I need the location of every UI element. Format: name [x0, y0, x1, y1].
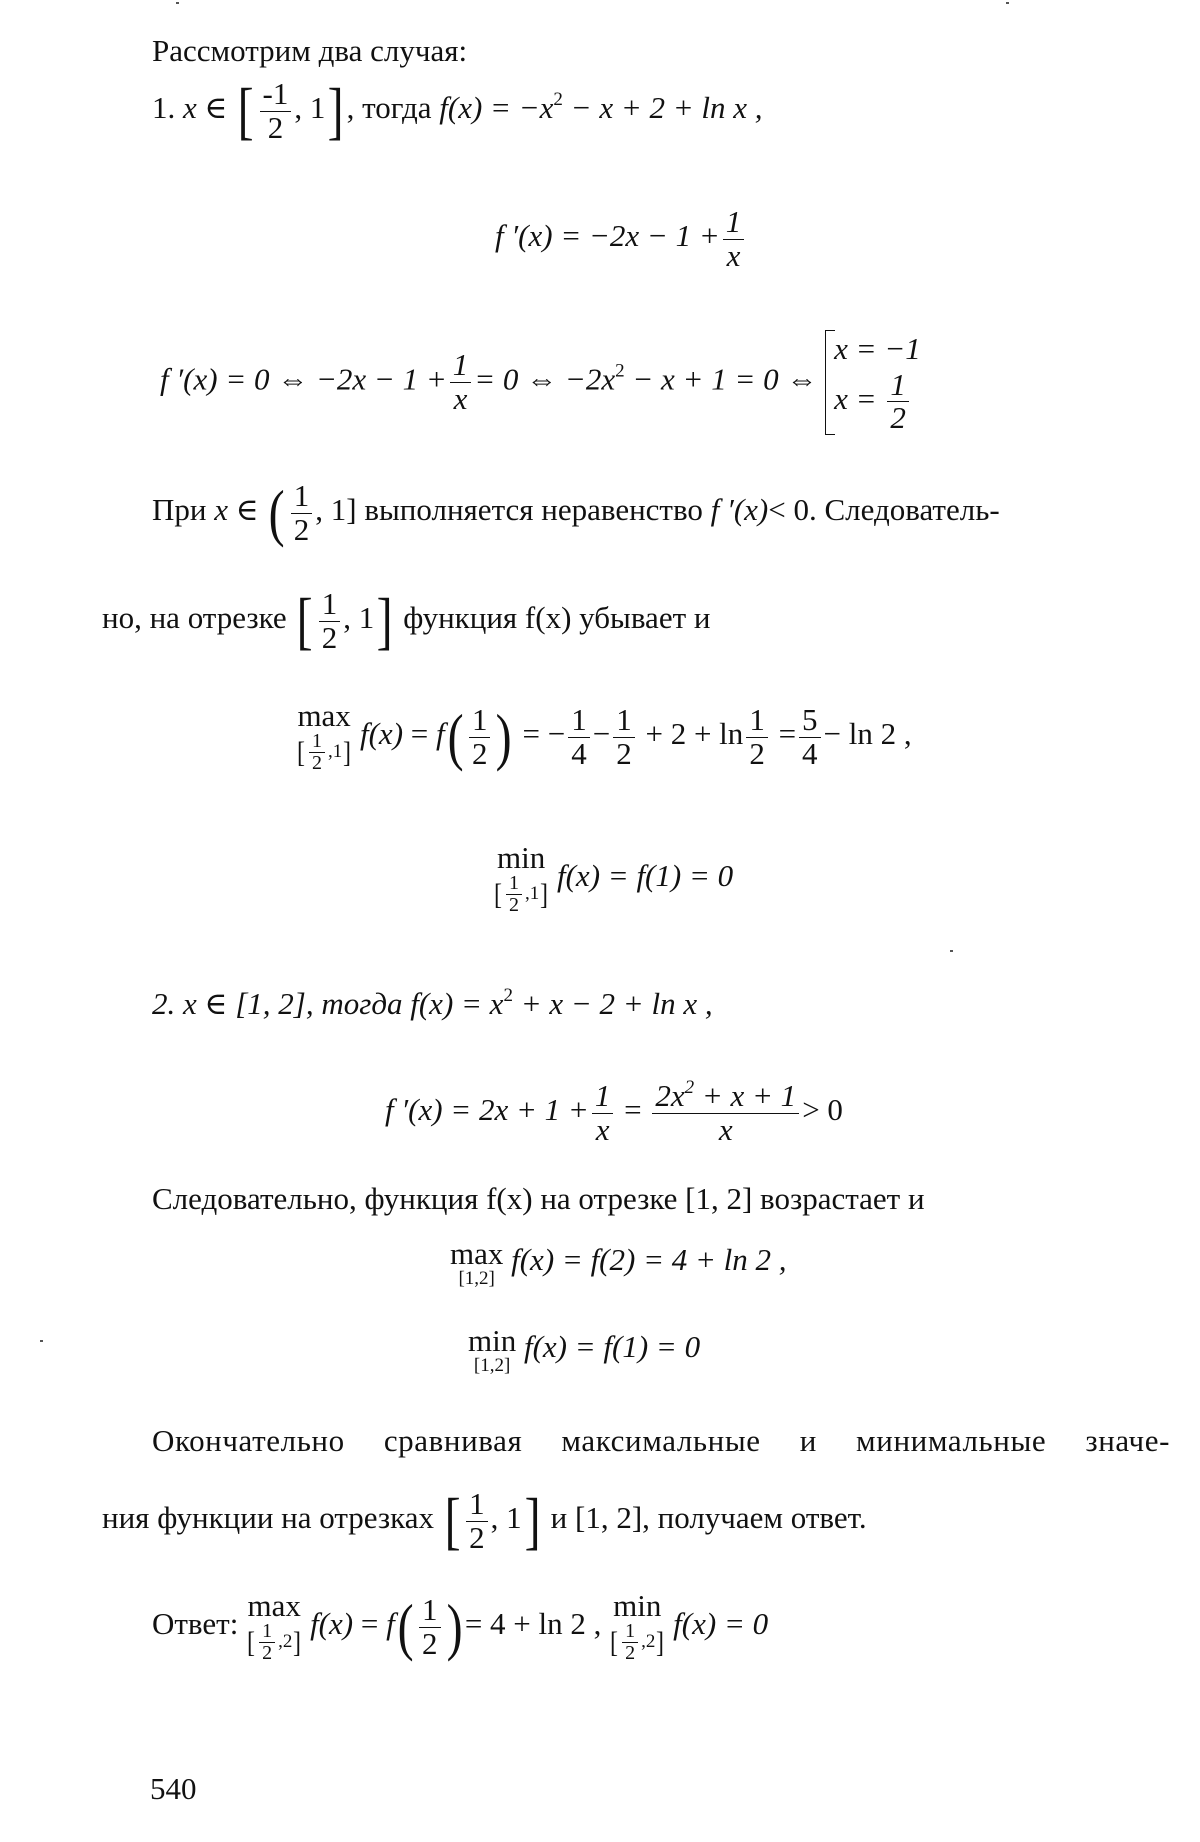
case1-para-a: При x ∈ ( $\frac{1}{2}$ , 1] выполняется неравенство f ′(x)< 0. Следователь- [152, 477, 1000, 549]
case1-line: 1. x ∈ [ $\frac{-1}{2}$ , 1], тогда $f(x) = -x^2 - x + 2 + \ln x$ , [152, 75, 763, 147]
scan-speck [950, 950, 953, 952]
scan-speck [176, 2, 179, 4]
min-operator: min [ $\frac{1}{2}$ ,1] [494, 840, 549, 916]
scan-speck [1006, 2, 1009, 4]
intro-line [152, 32, 467, 69]
case1-equation: f ′(x) = 0 ⇔ −2x − 1 + $\frac{1}{x}$ = 0 ⇔ $-2x^2 - x + 1 = 0$ ⇔ x = −1 x = $\frac{1}{2}$ [160, 331, 921, 436]
case1-tail: , тогда [346, 90, 432, 126]
case1-frac-lower: $\frac{-1}{2}$ [260, 78, 292, 144]
intro-text: Рассмотрим два случая: [152, 33, 468, 68]
scan-speck [40, 1340, 43, 1342]
case2-max: max [1,2] f(x) = f(2) = 4 + ln 2 , [450, 1236, 787, 1289]
page-number: 540 [150, 1771, 197, 1806]
final-para-a: Окончательно сравнивая максимальные и минимальные значе- [152, 1423, 1170, 1458]
case1-derivative: f ′(x) = −2x − 1 + $\frac{1}{x}$ [495, 206, 747, 272]
case2-min: min [1,2] f(x) = f(1) = 0 [468, 1323, 701, 1376]
final-para-b: ния функции на отрезках [ $\frac{1}{2}$ , 1] и [1, 2], получаем ответ. [102, 1485, 867, 1557]
case2-line: 2. x ∈ [1, 2], тогда $f(x) = x^2 + x - 2 + \ln x$ , [152, 985, 713, 1021]
root-1: x = −1 [834, 331, 921, 366]
case2-conclusion: Следовательно, функция f(x) на отрезке [1, 2] возрастает и [152, 1181, 925, 1216]
case1-min: min [ $\frac{1}{2}$ ,1] f(x) = f(1) = 0 [494, 840, 734, 916]
root-2: x = $\frac{1}{2}$ [834, 369, 921, 435]
case1-max: max [ $\frac{1}{2}$ ,1] f(x) = f( $\frac{1}{2}$ ) = − $\frac{1}{4}$ − $\frac{1}{2}$ + 2 + ln $\frac{1}{2}$ = $\frac{5}{4}$ − ln 2 , [297, 698, 912, 774]
case2-derivative: f ′(x) = 2x + 1 + $\frac{1}{x}$ = $\frac{2x^2 + x + 1}{x}$ > 0 [385, 1077, 843, 1147]
max-operator: max [ $\frac{1}{2}$ ,1] [297, 698, 352, 774]
case1-fx: f(x) [439, 90, 483, 126]
case1-para-b: но, на отрезке [ $\frac{1}{2}$ , 1] функция f(x) убывает и [102, 585, 711, 657]
roots-system [825, 330, 921, 435]
answer-label: Ответ: [152, 1606, 239, 1642]
case1-x-in: x ∈ [183, 90, 228, 126]
case1-number: 1. [152, 90, 176, 126]
answer-line: Ответ: max [ $\frac{1}{2}$ ,2] f(x) = f( $\frac{1}{2}$ )= 4 + ln 2 , min [ $\frac{1}{2}$ ,2] f(x) = 0 [152, 1588, 769, 1664]
